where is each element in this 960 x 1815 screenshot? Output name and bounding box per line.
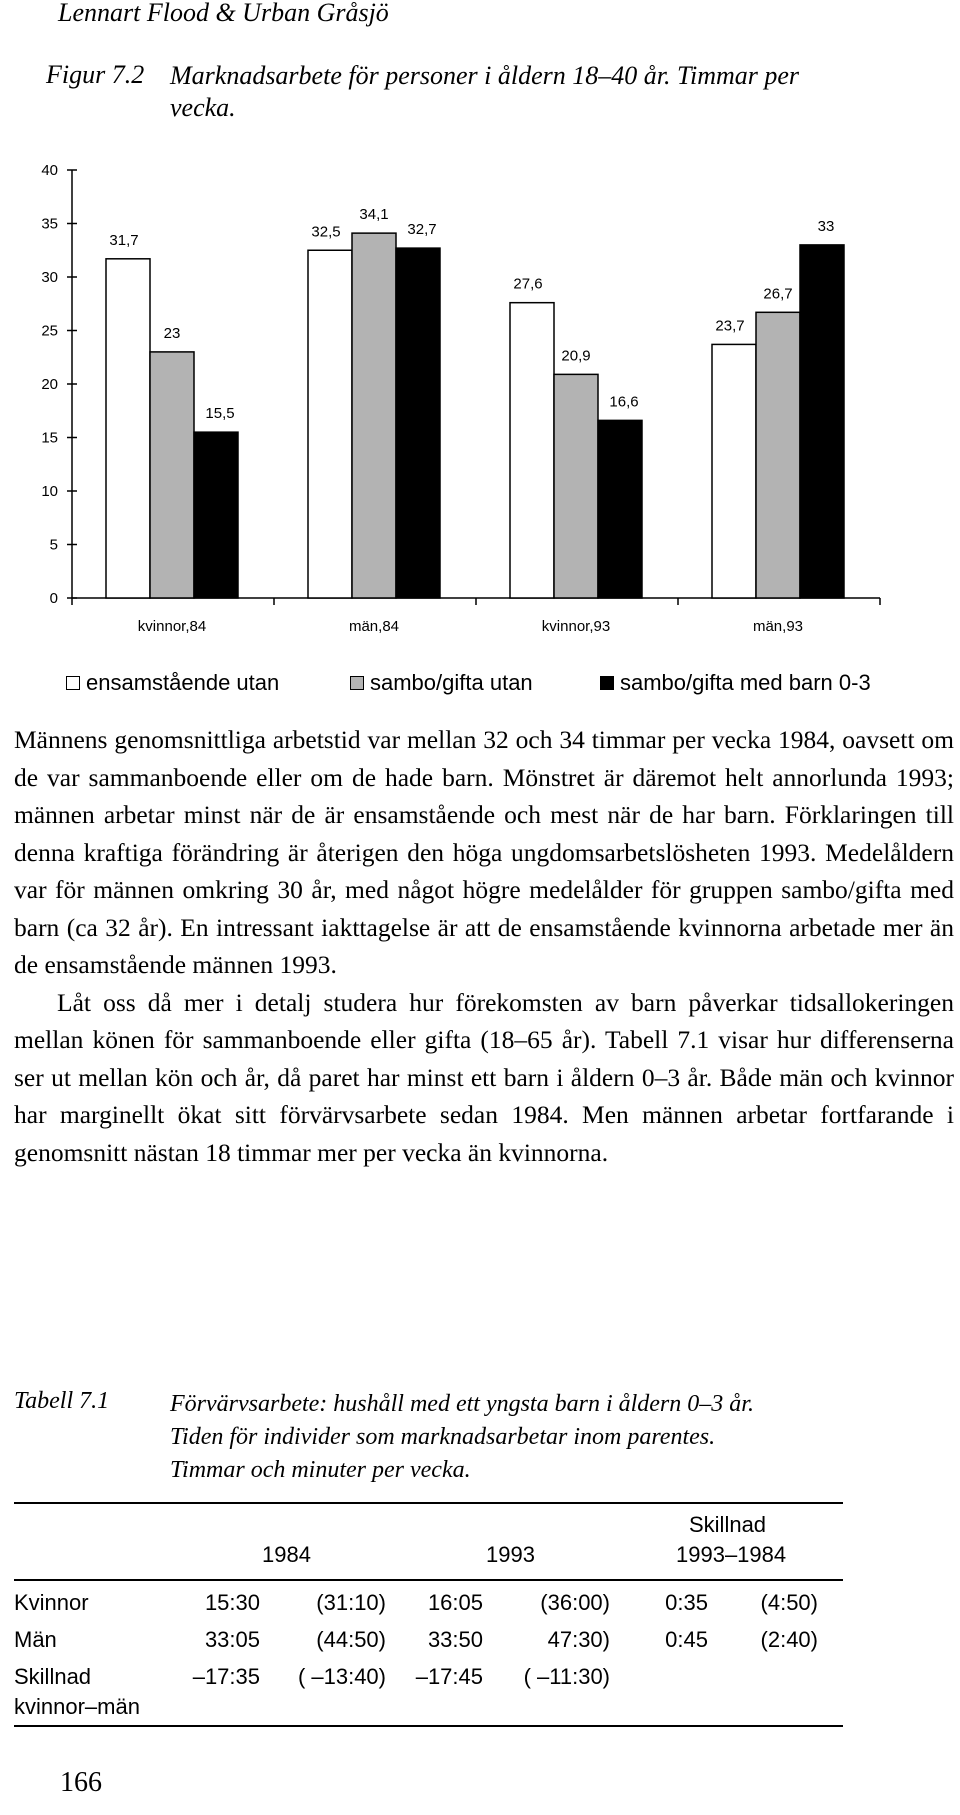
legend-swatch-black [600, 676, 614, 690]
y-tick-label: 15 [41, 429, 58, 447]
y-tick-label: 30 [41, 269, 58, 286]
table-cell: 47:30) [547, 1627, 610, 1652]
table-cell: (31:10) [316, 1590, 386, 1615]
y-tick-label: 0 [49, 590, 58, 607]
col-header-1984: 1984 [262, 1542, 311, 1567]
table-cell: (36:00) [540, 1590, 610, 1615]
caption-line: Förvärvsarbete: hushåll med ett yngsta barn i åldern 0–3 år. [170, 1391, 754, 1417]
data-label: 16,6 [609, 393, 639, 411]
caption-line: Timmar och minuter per vecka. [170, 1457, 471, 1483]
y-tick-label: 40 [41, 162, 58, 179]
data-label: 23,7 [715, 317, 745, 335]
data-label: 23 [163, 324, 181, 342]
data-label: 32,5 [311, 223, 341, 241]
data-label: 20,9 [561, 347, 591, 365]
table-cell: 0:45 [665, 1627, 708, 1652]
bar [554, 374, 598, 598]
legend-swatch-white [66, 676, 80, 690]
table-cell: 33:05 [204, 1627, 260, 1652]
paragraph: Männens genomsnittliga arbetstid var mellan 32 och 34 timmar per vecka 1984, oavsett om de var sammanboende eller om de hade barn. Mönstret är däremot helt annorlunda 1993; männen arbetar minst när de är ensamstående och mest när de har barn. Förklaringen till denna kraftiga förändring är återigen den höga ungdomsarbetslösheten 1993. Medelåldern var för männen omkring 30 år, med något högre medelålder för gruppen sambo/gifta med barn (ca 32 år). En intressant iakttagelse är att de ensamstående kvinnorna arbetade mer än de ensamstående männen 1993. [14, 725, 954, 979]
bar [396, 248, 440, 598]
y-tick-label: 5 [49, 536, 58, 554]
table-cell: ( –11:30) [523, 1664, 610, 1689]
y-tick-label: 20 [41, 376, 58, 393]
legend-label: sambo/gifta utan [370, 670, 533, 695]
y-tick-label: 25 [41, 322, 58, 340]
bar [756, 312, 800, 598]
paragraph: Låt oss då mer i detalj studera hur förekomsten av barn påverkar tidsallokeringen mellan könen för sammanboende eller gifta (18–65 år). Tabell 7.1 visar hur differenserna ser ut mellan kön och år, då paret har minst ett barn i åldern 0–3 år. Både män och kvinnor har marginellt ökat sitt förvärvsarbete sedan 1984. Men männen arbetar fortfarande i genomsnitt nästan 18 timmar mer per vecka än kvinnorna. [14, 987, 954, 1167]
bar [308, 250, 352, 598]
data-label: 15,5 [205, 405, 235, 423]
x-tick-label: kvinnor,84 [137, 618, 207, 635]
legend-label: ensamstående utan [86, 670, 280, 695]
legend-item-sambo-utan [350, 668, 533, 698]
caption-line: Tiden för individer som marknadsarbetar inom parentes. [170, 1424, 716, 1450]
table-label: Tabell 7.1 [14, 1388, 110, 1414]
table-cell: 33:50 [427, 1627, 483, 1652]
table-cell: 0:35 [665, 1590, 708, 1615]
legend-item-ensamstaende [66, 668, 279, 698]
row-label-sub: kvinnor–män [14, 1694, 140, 1719]
running-header: Lennart Flood & Urban Gråsjö [58, 0, 389, 27]
table-header-rule [14, 1579, 843, 1581]
col-header-1993: 1993 [486, 1542, 535, 1567]
legend-item-sambo-med-barn [600, 668, 871, 698]
legend-swatch-gray [350, 676, 364, 690]
col-header-diff-years: 1993–1984 [676, 1542, 787, 1567]
x-tick-label: män,93 [752, 618, 804, 635]
table-cell: –17:35 [192, 1664, 260, 1689]
page-number: 166 [60, 1767, 102, 1798]
legend-label: sambo/gifta med barn 0-3 [620, 670, 871, 695]
data-label: 31,7 [109, 231, 139, 249]
table-cell: 16:05 [427, 1590, 483, 1615]
bar-chart [0, 150, 960, 670]
table-cell: –17:45 [415, 1664, 483, 1689]
bar [712, 344, 756, 598]
data-label: 27,6 [513, 275, 543, 293]
figure-caption: Marknadsarbete för personer i åldern 18–40 år. Timmar per vecka. [170, 61, 800, 122]
table-caption [170, 1388, 930, 1487]
data-label: 32,7 [407, 221, 437, 239]
data-label: 34,1 [359, 206, 389, 224]
table-bottom-rule [14, 1725, 843, 1727]
y-tick-label: 35 [41, 215, 58, 233]
body-text [14, 721, 954, 1171]
col-header-diff: Skillnad [689, 1512, 767, 1537]
data-label: 33 [817, 217, 835, 235]
table-cell: (2:40) [760, 1627, 818, 1652]
figure-label: Figur 7.2 [46, 60, 145, 89]
bar [598, 420, 642, 598]
bar [510, 303, 554, 598]
bar [106, 259, 150, 598]
y-tick-label: 10 [41, 483, 58, 500]
data-label: 26,7 [763, 285, 793, 303]
bar [352, 233, 396, 598]
bar [150, 352, 194, 598]
table-cell: 15:30 [204, 1590, 260, 1615]
x-tick-label: kvinnor,93 [541, 618, 611, 635]
table-top-rule [14, 1502, 843, 1504]
bar [194, 432, 238, 598]
table-cell: (4:50) [760, 1590, 818, 1615]
row-label: Män [14, 1627, 57, 1652]
bar [800, 245, 844, 598]
x-tick-label: män,84 [348, 618, 400, 635]
row-label: Kvinnor [14, 1590, 89, 1615]
table-cell: (44:50) [316, 1627, 386, 1652]
row-label: Skillnad [14, 1664, 92, 1689]
table-cell: ( –13:40) [297, 1664, 386, 1689]
